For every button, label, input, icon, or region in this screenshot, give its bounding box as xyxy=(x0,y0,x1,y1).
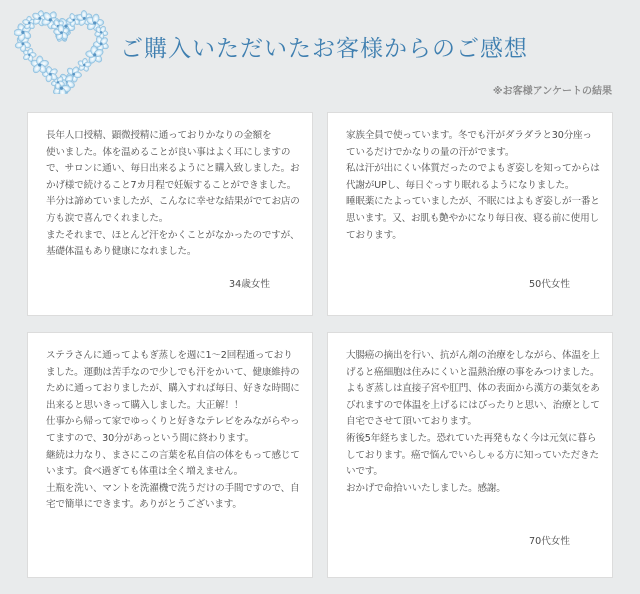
testimonial-card xyxy=(27,332,313,578)
testimonial-author: 50代女性 xyxy=(529,279,570,290)
testimonial-text: 長年人口授精、顕微授精に通っておりかなりの金額を 使いました。体を温めることが良い事はよく耳にしますので、サロンに通い、毎日出来るようにと購入致しました。おかげ様で続けること7カ月程で妊娠することができました。半分は諦めていましたが、こんなに幸せな結果がでてお店の方も涙で喜んでくれました。 またそれまで、ほとんど汗をかくことがなかったのですが、基礎体温もあり健康になれました。 xyxy=(46,130,300,258)
testimonial-author: 34歳女性 xyxy=(229,279,270,290)
testimonial-text: 大腸癌の摘出を行い、抗がん剤の治療をしながら、体温を上げると癌細胞は住みにくいと温熱治療の事をみつけました。よもぎ蒸しは直接子宮や肛門、体の表面から漢方の薬気をあびれますので体温を上げるにはぴったりと思い、治療として自宅でさせて頂いております。 術後5年経ちました。恐れていた再発もなく今は元気に暮らしております。癌で悩んでいらしゃる方に知っていただきたいです。 おかげで命拾いいたしました。感謝。 xyxy=(346,350,600,494)
flower-heart-icon xyxy=(14,8,110,94)
page-title: ご購入いただいたお客様からのご感想 xyxy=(120,36,528,62)
testimonial-card xyxy=(27,112,313,316)
testimonial-card xyxy=(327,112,613,316)
testimonial-text: 家族全員で使っています。冬でも汗がダラダラと30分座っているだけでかなりの量の汗がでます。 私は汗が出にくい体質だったのでよもぎ姿しを知ってからは代謝がUPし、毎日ぐっすり眠れるようになりました。 睡眠薬にたよっていましたが、不眠にはよもぎ姿しが一番と思います。又、お肌も艶やかになり毎日夜、寝る前に使用しております。 xyxy=(346,130,600,241)
testimonial-author: 70代女性 xyxy=(529,536,570,547)
testimonial-text: ステラさんに通ってよもぎ蒸しを週に1～2回程通っておりました。運動は苦手なので少しでも汗をかいて、健康維持のために通っておりましたが、購入すれば毎日、好きな時間に出来ると思いきって購入しました。大正解！！ 仕事から帰って家でゆっくりと好きなテレビをみながらやってますので、30分があっという間に終わります。 継続は力なり、まさにこの言葉を私自信の体をもって感じています。食べ過ぎても体重は全く増えません。 土瓶を洗い、マントを洗濯機で洗うだけの手間ですので、自宅で簡単にできます。ありがとうございます。 xyxy=(46,350,300,511)
survey-note: ※お客様アンケートの結果 xyxy=(492,86,612,97)
page-header xyxy=(0,0,640,100)
testimonial-card xyxy=(327,332,613,578)
